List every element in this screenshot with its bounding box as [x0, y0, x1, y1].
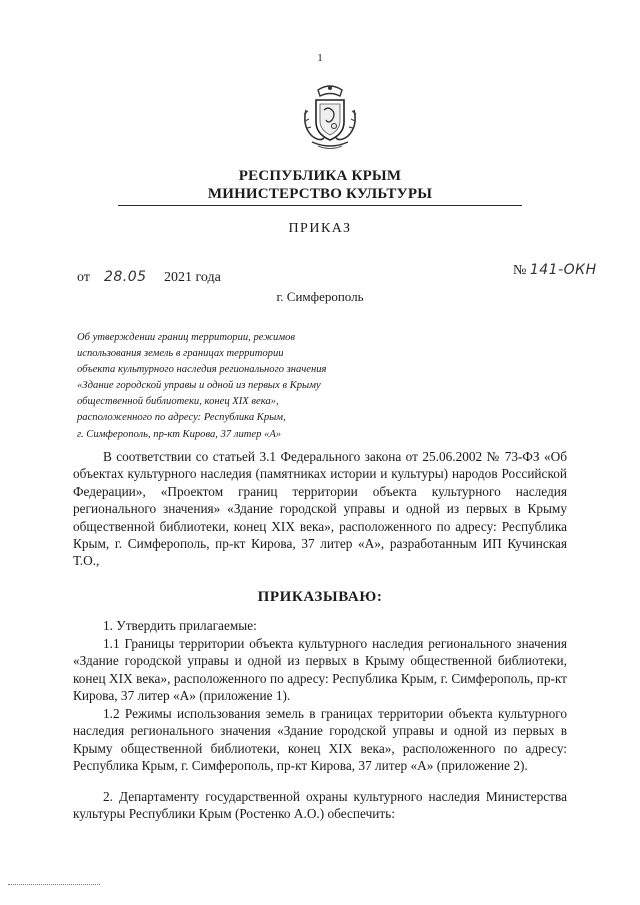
- order-title: ПРИКАЗ: [288, 221, 352, 236]
- preamble-paragraph: [73, 448, 567, 570]
- subject-line: объекта культурного наследия регионального значения: [77, 364, 327, 376]
- header-ministry: МИНИСТЕРСТВО КУЛЬТУРЫ: [207, 186, 433, 202]
- item-1: [73, 617, 567, 634]
- date-year: 2021 года: [164, 270, 221, 285]
- preamble-text: В соответствии со статьей 3.1 Федерального закона от 25.06.2002 № 73-ФЗ «Об объектах культурного наследия (памятниках истории и культуры) народов Российской Федерации», «Проектом границ территории объекта культурного наследия регионального значения» «Здание городской управы и одной из первых в Крыму общественной библиотеки, конец XIX века», расположенного по адресу: Республика Крым, г. Симферополь, пр-кт Кирова, 37 литер «А», разработанным ИП Кучинская Т.О.,: [73, 449, 567, 569]
- footer-line: [8, 884, 100, 885]
- item-1-1: [73, 635, 567, 705]
- subject-line: использования земель в границах территории: [77, 348, 284, 360]
- subject-line: «Здание городской управы и одной из первых в Крыму: [77, 380, 321, 392]
- item-2-text: 2. Департаменту государственной охраны культурного наследия Министерства культуры Республики Крым (Ростенко А.О.) обеспечить:: [73, 789, 567, 822]
- subject-line: общественной библиотеки, конец XIX века»,: [77, 396, 279, 408]
- page-number: 1: [317, 52, 323, 64]
- subject-line: Об утверждении границ территории, режимов: [77, 332, 295, 343]
- date-prefix: от: [77, 270, 90, 285]
- city: г. Симферополь: [276, 289, 364, 304]
- order-word: ПРИКАЗЫВАЮ:: [257, 589, 383, 605]
- item-1-1-text: 1.1 Границы территории объекта культурного наследия регионального значения «Здание городской управы и одной из первых в Крыму общественной библиотеки, конец XIX века», расположенного по адресу: Республика Крым, г. Симферополь, пр-кт Кирова, 37 литер «А» (приложение 1).: [73, 636, 567, 704]
- item-2: [73, 788, 567, 823]
- date-handwritten: 28.05: [103, 269, 147, 285]
- order-number: [513, 262, 597, 279]
- subject-line: г. Симферополь, пр-кт Кирова, 37 литер «А»: [77, 428, 282, 440]
- order-date: [77, 269, 221, 286]
- subject-line: расположенного по адресу: Республика Крым,: [77, 412, 286, 424]
- number-symbol: №: [513, 263, 527, 278]
- header-republic: РЕСПУБЛИКА КРЫМ: [238, 168, 402, 184]
- order-subject: [77, 330, 397, 443]
- item-1-2: [73, 705, 567, 775]
- item-1-2-text: 1.2 Режимы использования земель в границах территории объекта культурного наследия регионального значения «Здание городской управы и одной из первых в Крыму общественной библиотеки, конец XIX века», расположенного по адресу: Республика Крым, г. Симферополь, пр-кт Кирова, 37 литер «А» (приложение 2).: [73, 706, 567, 774]
- item-1-text: 1. Утвердить прилагаемые:: [103, 618, 257, 633]
- crimea-coat-of-arms-icon: [298, 80, 362, 152]
- number-handwritten: 141-ОКН: [529, 262, 597, 278]
- header-rule: [118, 205, 522, 206]
